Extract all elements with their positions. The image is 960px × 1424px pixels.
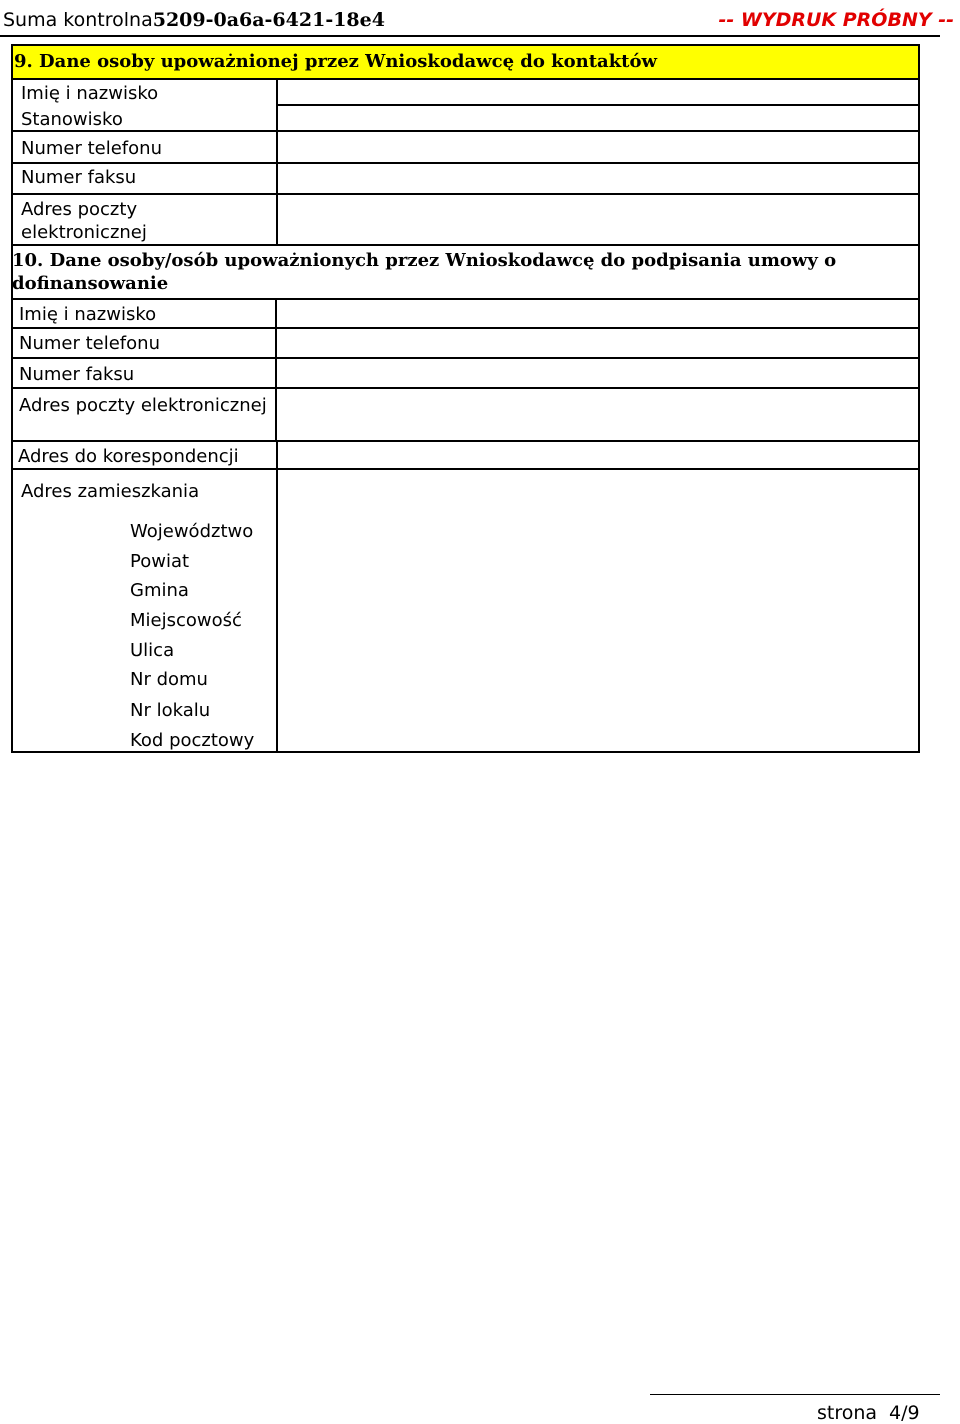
checksum [3,9,385,31]
divider [11,298,920,300]
label-correspondence: Adres do korespondencji [18,446,239,467]
divider [11,468,920,470]
section-10-title-line2: dofinansowanie [12,273,169,294]
label-residence: Adres zamieszkania [21,481,200,502]
footer-divider [650,1394,940,1395]
label-fax: Numer faksu [21,167,137,188]
page-label: strona [817,1402,878,1424]
draft-watermark: -- WYDRUK PRÓBNY -- [718,9,954,31]
section-9-title: 9. Dane osoby upoważnionej przez Wnioskodawcę do kontaktów [14,51,657,72]
divider [11,387,920,389]
divider [11,130,920,132]
label-email-1: Adres poczty [21,199,138,220]
checksum-label: Suma kontrolna [3,9,153,31]
label-street: Ulica [130,640,175,661]
divider [11,193,920,195]
label-position: Stanowisko [21,109,123,130]
checksum-value: 5209-0a6a-6421-18e4 [152,9,385,31]
divider [276,104,920,106]
label-locality: Miejscowość [130,610,242,631]
divider [11,78,920,80]
label-fax: Numer faksu [19,364,135,385]
divider [11,751,920,753]
column-divider [276,440,278,753]
divider [11,327,920,329]
section-10-title-line1: 10. Dane osoby/osób upoważnionych przez Wnioskodawcę do podpisania umowy o [12,250,837,271]
divider [11,357,920,359]
label-email-2: elektronicznej [21,222,147,243]
label-commune: Gmina [130,580,189,601]
label-postal-code: Kod pocztowy [130,730,255,751]
label-voivodeship: Województwo [130,521,254,542]
label-name: Imię i nazwisko [21,83,159,104]
label-house-no: Nr domu [130,669,208,690]
divider [11,440,920,442]
header-divider [0,35,940,37]
divider [11,162,920,164]
column-divider [275,300,277,440]
print-header [0,0,960,36]
label-flat-no: Nr lokalu [130,700,211,721]
label-phone: Numer telefonu [21,138,162,159]
label-county: Powiat [130,551,190,572]
page-number: 4/9 [889,1402,920,1424]
label-phone: Numer telefonu [19,333,160,354]
label-name: Imię i nazwisko [19,304,157,325]
label-email: Adres poczty elektronicznej [19,395,267,416]
